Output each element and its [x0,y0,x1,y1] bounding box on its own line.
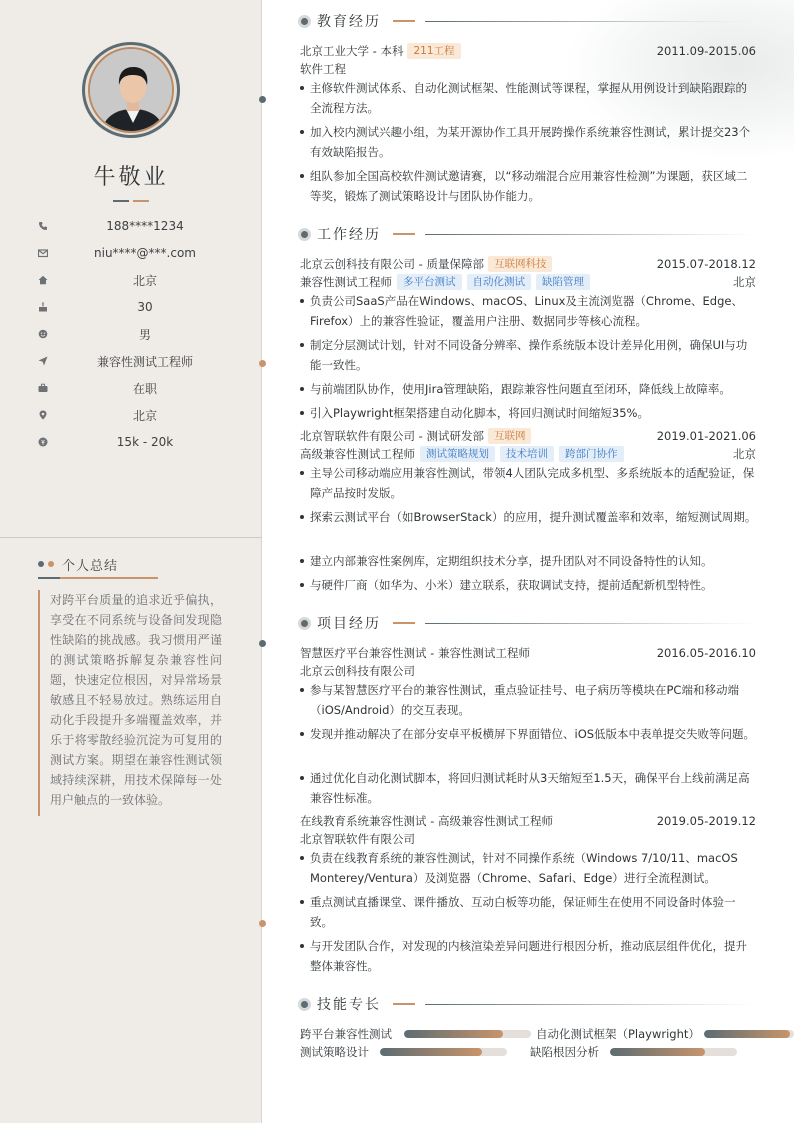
name-underline-dark [113,200,129,202]
project-company-line [300,662,756,679]
project-date: 2016.05-2016.10 [656,645,756,660]
job-role: 高级兼容性测试工程师 [300,446,415,461]
job-date: 2019.01-2021.06 [656,428,756,443]
section-bullet-icon [298,617,311,630]
info-row-phone [38,217,242,235]
avatar-frame [82,42,180,138]
section-rule [425,21,755,22]
job-bullet: 探索云测试平台（如BrowserStack）的应用，提升测试覆盖率和效率，缩短测试周期。 [300,507,758,527]
mail-icon [38,248,48,258]
timeline-dot-projects [259,640,266,647]
summary-underline-accent [60,577,158,579]
job-role-line [300,273,756,290]
job-bullet: 与前端团队协作，使用Jira管理缺陷，跟踪兼容性问题直至闭环，降低线上故障率。 [300,379,758,399]
job-bullet: 与硬件厂商（如华为、小米）建立联系，获取调试支持，提前适配新机型特性。 [300,575,758,595]
education-bullet: 加入校内测试兴趣小组，为某开源协作工具开展跨操作系统兼容性测试，累计提交23个有效缺陷报告。 [300,122,758,162]
project-header-line [300,644,756,661]
job-header-line [300,427,756,444]
job-header-line [300,255,756,272]
project-bullet: 重点测试直播课堂、课件播放、互动白板等功能，保证师生在使用不同设备时体验一致。 [300,892,758,932]
phone-text: 188****1234 [106,219,184,233]
section-accent-line [393,233,415,235]
job-bullet: 负责公司SaaS产品在Windows、macOS、Linux及主流浏览器（Chrome、Edge、Firefox）上的兼容性验证，覆盖用户注册、数据同步等核心流程。 [300,291,758,331]
job-city: 北京 [733,446,756,461]
info-row-location [38,406,242,424]
salary-icon [38,437,48,447]
summary-dot-dark [38,561,44,567]
job-date: 2015.07-2018.12 [656,256,756,271]
job-skill-tag: 自动化测试 [467,274,532,290]
job-skill-tag: 缺陷管理 [536,274,590,290]
education-title: 教育经历 [317,14,381,30]
send-icon [38,356,48,366]
info-row-status [38,379,242,397]
skill-bar-fill [704,1030,790,1038]
home-text: 北京 [132,273,157,288]
summary-dot-accent [48,561,54,567]
project-name: 在线教育系统兼容性测试 - 高级兼容性测试工程师 [300,813,553,828]
education-header-line [300,42,756,59]
project-bullet: 与开发团队合作，对发现的内核渲染差异问题进行根因分析，推动底层组件优化，提升整体兼容性。 [300,936,758,976]
education-date: 2011.09-2015.06 [656,43,756,58]
projects-title: 项目经历 [317,616,381,632]
gender-text: 男 [138,327,151,342]
job-bullet: 引入Playwright框架搭建自动化脚本，将回归测试时间缩短35%。 [300,403,758,423]
summary-title: 个人总结 [62,558,119,574]
section-accent-line [393,20,415,22]
skill-bar-fill [404,1030,503,1038]
project-company-line [300,830,756,847]
section-rule [425,234,755,235]
home-icon [38,275,48,285]
project-bullet: 负责在线教育系统的兼容性测试，针对不同操作系统（Windows 7/10/11、macOS Monterey/Ventura）及浏览器（Chrome、Safari、Edge）进行全流程测试。 [300,848,758,888]
timeline-dot-skills [259,920,266,927]
location-pin-icon [38,410,48,420]
name-underline-accent [133,200,149,202]
projects-section-header [298,613,755,633]
job-company: 北京智联软件有限公司 - 测试研发部 [300,428,484,443]
skill-bar-track [610,1048,737,1056]
info-row-salary [38,433,242,451]
info-row-position [38,352,242,370]
education-major-line [300,60,756,77]
project-bullet: 参与某智慧医疗平台的兼容性测试，重点验证挂号、电子病历等模块在PC端和移动端（iOS/Android）的交互表现。 [300,680,758,720]
skill-name: 缺陷根因分析 [530,1045,599,1059]
project-date: 2019.05-2019.12 [656,813,756,828]
location-text: 北京 [132,408,157,423]
job-city: 北京 [733,274,756,289]
job-industry-tag: 互联网科技 [488,256,553,272]
phone-icon [38,221,48,231]
project-company: 北京云创科技有限公司 [300,663,415,678]
section-rule [425,623,755,624]
sidebar-divider [0,537,262,538]
job-role-line [300,445,756,462]
job-role: 兼容性测试工程师 [300,274,392,289]
timeline-dot-education [259,96,266,103]
section-accent-line [393,1003,415,1005]
education-bullet: 主修软件测试体系、自动化测试框架、性能测试等课程，掌握从用例设计到缺陷跟踪的全流程方法。 [300,78,758,118]
section-bullet-icon [298,998,311,1011]
job-skill-tag: 测试策略规划 [420,446,495,462]
skills-title: 技能专长 [317,997,381,1013]
info-row-home [38,271,242,289]
project-bullet: 通过优化自动化测试脚本，将回归测试耗时从3天缩短至1.5天，确保平台上线前满足高兼容性标准。 [300,768,758,808]
info-row-gender [38,325,242,343]
job-bullet: 建立内部兼容性案例库，定期组织技术分享，提升团队对不同设备特性的认知。 [300,551,758,571]
job-skill-tag: 技术培训 [500,446,554,462]
education-tag: 211工程 [407,43,460,59]
info-row-age [38,298,242,316]
summary-header [38,555,118,573]
section-rule [425,1004,755,1005]
job-bullet: 主导公司移动端应用兼容性测试，带领4人团队完成多机型、多系统版本的适配验证，保障产品按时发版。 [300,463,758,503]
section-accent-line [393,622,415,624]
skill-bar-track [404,1030,531,1038]
project-company: 北京智联软件有限公司 [300,831,415,846]
job-skill-tag: 跨部门协作 [559,446,624,462]
gender-icon [38,329,48,339]
work-section-header [298,224,755,244]
cake-icon [38,302,48,312]
skill-name: 跨平台兼容性测试 [300,1027,392,1041]
education-major: 软件工程 [300,61,346,76]
sidebar [0,0,262,1123]
section-bullet-icon [298,228,311,241]
project-bullet: 发现并推动解决了在部分安卓平板横屏下界面错位、iOS低版本中表单提交失败等问题。 [300,724,758,744]
briefcase-icon [38,383,48,393]
project-name: 智慧医疗平台兼容性测试 - 兼容性测试工程师 [300,645,530,660]
skill-bar-track [380,1048,507,1056]
summary-underline-dark [38,577,60,579]
education-school: 北京工业大学 - 本科 [300,43,404,58]
avatar [88,47,174,133]
skill-bar-track [704,1030,794,1038]
skill-name: 自动化测试框架（Playwright） [536,1027,700,1041]
skill-bar-fill [610,1048,705,1056]
status-text: 在职 [132,381,157,396]
email-text: niu****@***.com [94,246,196,260]
project-header-line [300,812,756,829]
skills-section-header [298,994,755,1014]
age-text: 30 [137,300,153,314]
info-row-email [38,244,242,262]
job-company: 北京云创科技有限公司 - 质量保障部 [300,256,484,271]
summary-accent-bar [38,590,40,816]
job-skill-tag: 多平台测试 [397,274,462,290]
section-bullet-icon [298,15,311,28]
candidate-name: 牛敬业 [93,165,169,190]
avatar-photo [90,49,174,133]
salary-text: 15k - 20k [116,435,174,449]
summary-text: 对跨平台质量的追求近乎偏执，享受在不同系统与设备间发现隐性缺陷的挑战感。我习惯用严谨的测试策略拆解复杂兼容性问题，快速定位根因，对异常场景敏感且不轻易放过。熟练运用自动化手段提升多端覆盖效率，并乐于将零散经验沉淀为可复用的测试方案。期望在兼容性测试领域持续深耕，用技术保障每一处用户触点的一致体验。 [50,593,222,807]
skill-bar-fill [380,1048,482,1056]
job-industry-tag: 互联网 [488,428,532,444]
education-bullet: 组队参加全国高校软件测试邀请赛，以“移动端混合应用兼容性检测”为课题，获区域二等奖，锻炼了测试策略设计与团队协作能力。 [300,166,758,206]
skill-name: 测试策略设计 [300,1045,369,1059]
job-bullet: 制定分层测试计划，针对不同设备分辨率、操作系统版本设计差异化用例，确保UI与功能一致性。 [300,335,758,375]
position-text: 兼容性测试工程师 [96,354,193,369]
timeline-dot-work [259,360,266,367]
work-title: 工作经历 [317,227,381,243]
education-section-header [298,11,755,31]
